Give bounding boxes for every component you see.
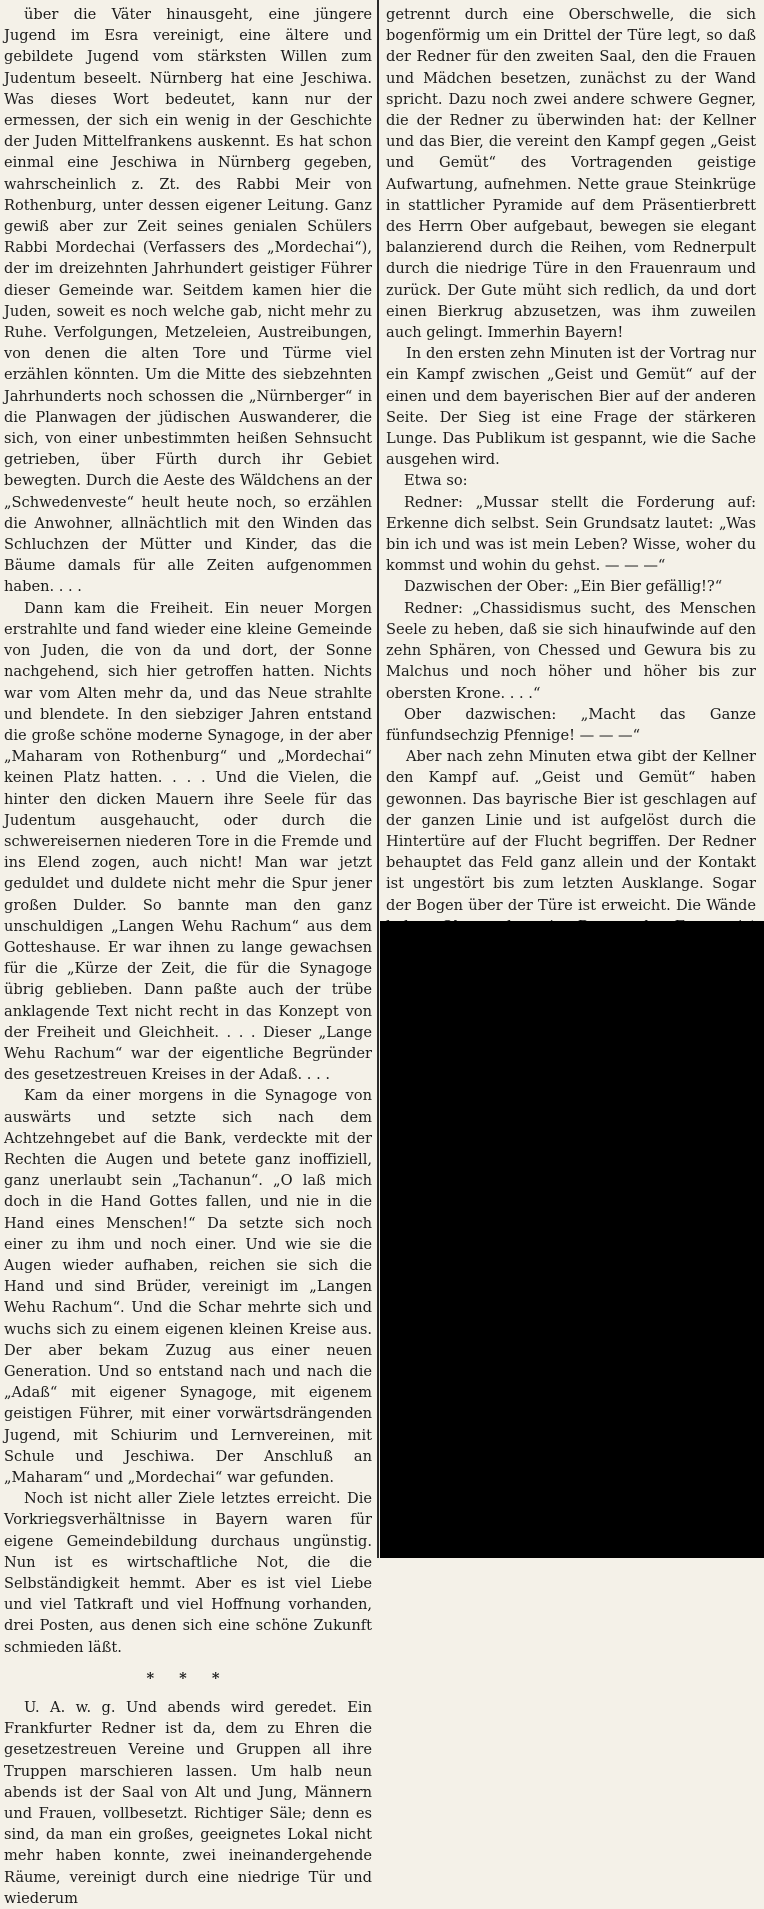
article-paragraph: getrennt durch eine Oberschwelle, die sich bogenförmig um ein Drittel der Türe legt, so daß der Redner für den zweiten Saal, den die Frauen und Mädchen besetzen, zunächst zu der Wand spricht. Dazu noch zwei andere schwere Gegner, die der Redner zu überwinden hat: der Kellner und das Bier, die vereint den Kampf gegen „Geist und Gemüt“ des Vortragenden geistige Aufwartung, aufnehmen. Nette graue Steinkrüge in stattlicher Pyramide auf dem Präsentierbrett des Herrn Ober aufgebaut, bewegen sie elegant balanzierend durch die Reihen, vom Rednerpult durch die niedrige Türe in den Frauenraum und zurück. Der Gute müht sich redlich, da und dort einen Bierkrug abzusetzen, was ihm zuweilen auch gelingt. Immerhin Bayern!: [386, 6, 756, 342]
article-paragraph: Aber nach zehn Minuten etwa gibt der Kellner den Kampf auf. „Geist und Gemüt“ haben gewonnen. Das bayrische Bier ist geschlagen auf der ganzen Linie und ist aufgelöst durch die Hintertüre auf der Flucht begriffen. Der Redner behauptet das Feld ganz allein und der Kontakt ist ungestört bis zum letzten Ausklange. Sogar der Bogen über der Türe ist erweicht. Die Wände: [386, 748, 756, 914]
blank-black-area: [380, 921, 764, 1558]
article-paragraph: Noch ist nicht aller Ziele letztes erreicht. Die Vorkriegsverhältnisse in Bayern waren für eigene Gemeindebildung durchaus ungünstig. Nun ist es wirtschaftliche Not, die die Selbständigkeit hemmt. Aber es ist viel Liebe und viel Tatkraft und viel Hoffnung vorhanden, drei Posten, aus denen sich eine schöne Zukunft schmieden läßt.: [4, 1490, 372, 1656]
right-column: [386, 4, 756, 1078]
article-paragraph: U. A. w. g. Und abends wird geredet. Ein Frankfurter Redner ist da, dem zu Ehren die gesetzestreuen Vereine und Gruppen all ihre Truppen marschieren lassen. Um halb neun abends ist der Saal von Alt und Jung, Männern und Frauen, vollbesetzt. Richtiger Säle; denn es sind, da man ein großes, geeignetes Lokal nicht mehr haben konnte, zwei ineinandergehende Räume, vereinigt durch eine niedrige Tür und wiederum: [4, 1699, 372, 1907]
article-paragraph: In den ersten zehn Minuten ist der Vortrag nur ein Kampf zwischen „Geist und Gemüt“ auf der einen und dem bayerischen Bier auf der anderen Seite. Der Sieg ist eine Frage der stärkeren Lunge. Das Publikum ist gespannt, wie die Sache ausgehen wird.: [386, 345, 756, 469]
article-paragraph: Kam da einer morgens in die Synagoge von auswärts und setzte sich nach dem Achtzehngebet auf die Bank, verdeckte mit der Rechten die Augen und betete ganz inoffiziell, ganz unerlaubt sein „Tachanun“. „O laß mich doch in die Hand Gottes fallen, und nie in die Hand eines Menschen!“ Da setzte sich noch einer zu ihm und noch einer. Und wie sie die Augen wieder aufhaben, reichen sie sich die Hand und sind Brüder, vereinigt im „Langen Wehu Rachum“. Und die Schar mehrte sich und wuchs sich zu einem eigenen kleinen Kreise aus. Der aber bekam Zuzug aus einer neuen Generation. Und so entstand nach und nach die „Adaß“ mit eigener Synagoge, mit eigenem geistigen Führer, mit einer vorwärtsdrängenden Jugend, mit Schiurim und Lernvereinen, mit Schule und Jeschiwa. Der Anschluß an „Maharam“ und „Mordechai“ war gefunden.: [4, 1087, 372, 1487]
dialogue-line: Redner: „Chassidismus sucht, des Menschen Seele zu heben, daß sie sich hinaufwinde auf den zehn Sphären, von Chessed und Gewura bis zu Malchus und noch höher und höher bis zur obersten Krone. . . .“: [386, 599, 756, 702]
dialogue-line: Ober dazwischen: „Macht das Ganze fünfundsechzig Pfennige! — — —“: [386, 705, 756, 744]
column-divider: [377, 0, 379, 1558]
dialogue-line: Redner: „Mussar stellt die Forderung auf: Erkenne dich selbst. Sein Grundsatz lautet: „Was bin ich und was ist mein Leben? Wisse, woher du kommst und wohin du gehst. — — —“: [386, 493, 756, 575]
left-column: [4, 4, 372, 1909]
section-separator: * * *: [146, 1669, 230, 1687]
dialogue-line: Dazwischen der Ober: „Ein Bier gefällig!?“: [404, 578, 723, 596]
article-paragraph: Dann kam die Freiheit. Ein neuer Morgen erstrahlte und fand wieder eine kleine Gemeinde von Juden, die von da und dort, der Sonne nachgehend, sich hier getroffen hatten. Nichts war vom Alten mehr da, und das Neue strahlte und blendete. In den siebziger Jahren entstand die große schöne moderne Synagoge, in der aber „Maharam von Rothenburg“ und „Mordechai“ keinen Platz hatten. . . . Und die Vielen, die hinter den dicken Mauern ihre Seele für das Judentum ausgehaucht, oder durch die schwereisernen niederen Tore in die Fremde und ins Elend zogen, auch nicht! Man war jetzt geduldet und duldete nicht mehr die Spur jener großen Dulder. So bannte man den ganz unschuldigen „Langen Wehu Rachum“ aus dem Gotteshause. Er war ihnen zu lange gewachsen für die „Kürze der Zeit, die für die Synagoge übrig geblieben. Dann paßte auch der trübe anklagende Text nicht recht in das Konzept von der Freiheit und Gleichheit. . . . Dieser „Lange Wehu Rachum“ war der eigentliche Begründer des gesetzestreuen Kreises in der Adaß. . . .: [4, 599, 372, 1084]
article-paragraph: Etwa so:: [404, 472, 468, 490]
article-paragraph: über die Väter hinausgeht, eine jüngere Jugend im Esra vereinigt, eine ältere und gebildete Jugend vom stärksten Willen zum Judentum beseelt. Nürnberg hat eine Jeschiwa. Was dieses Wort bedeutet, kann nur der ermessen, der sich ein wenig in der Geschichte der Juden Mittelfrankens auskennt. Es hat schon einmal eine Jeschiwa in Nürnberg gegeben, wahrscheinlich z. Zt. des Rabbi Meir von Rothenburg, unter dessen eigener Leitung. Ganz gewiß aber zur Zeit seines genialen Schülers Rabbi Mordechai (Verfassers des „Mordechai“), der im dreizehnten Jahrhundert geistiger Führer dieser Gemeinde war. Seitdem kamen hier die Juden, soweit es noch welche gab, nicht mehr zu Ruhe. Verfolgungen, Metzeleien, Austreibungen, von denen die alten Tore und Türme viel erzählen könnten. Um die Mitte des siebzehnten Jahrhunderts noch schossen die „Nürnberger“ in die Planwagen der jüdischen Auswanderer, die sich, von einer unbestimmten heißen Sehnsucht getrieben, über Fürth durch ihr Gebiet bewegten. Durch die Aeste des Wäldchens an der „Schwedenveste“ heult heute noch, so erzählen die Anwohner, allnächtlich mit den Winden das Schluchzen der Mütter und Kinder, das die Bäume damals für alle Zeiten aufgenommen haben. . . .: [4, 6, 372, 596]
